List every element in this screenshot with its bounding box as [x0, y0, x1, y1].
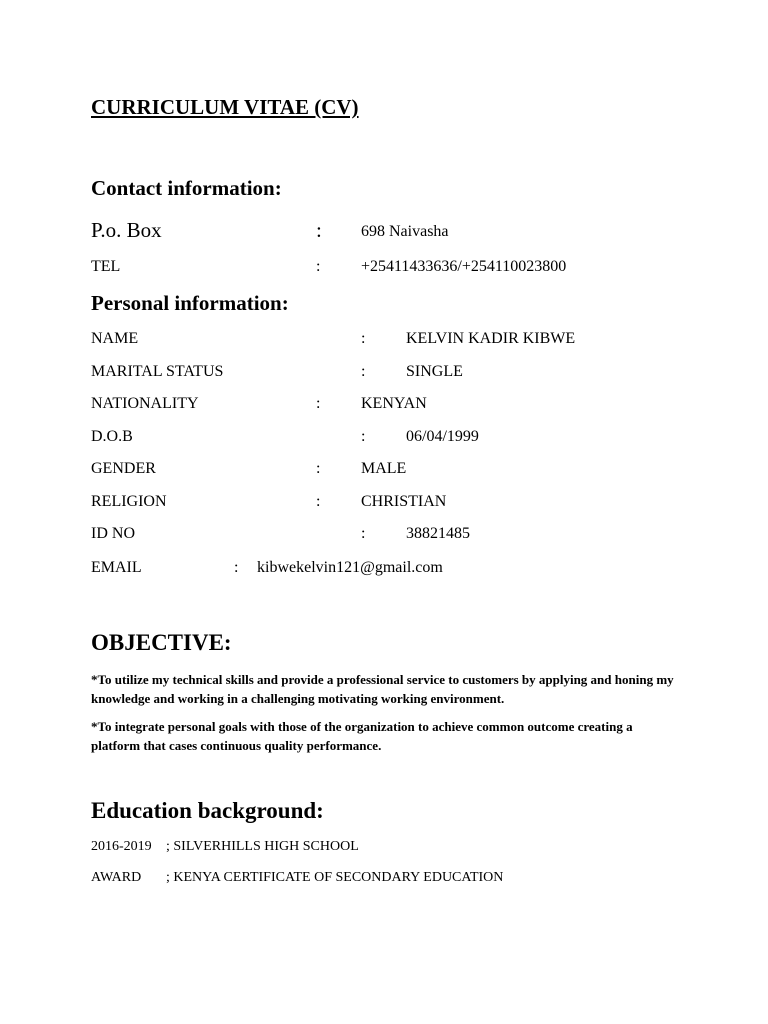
nationality-value: KENYAN	[361, 395, 427, 412]
religion-value: CHRISTIAN	[361, 493, 447, 510]
objective-paragraph-2: *To integrate personal goals with those of the organization to achieve common outcome creating a platform that cases continuous quality performance.	[91, 719, 633, 753]
tel-label: TEL	[91, 258, 121, 275]
pobox-value: 698 Naivasha	[361, 223, 449, 240]
award-value: ; KENYA CERTIFICATE OF SECONDARY EDUCATION	[166, 870, 504, 885]
education-heading: Education background:	[91, 798, 324, 823]
email-value: kibwekelvin121@gmail.com	[257, 559, 443, 576]
award-label: AWARD	[91, 870, 142, 885]
education-years: 2016-2019	[91, 839, 152, 854]
marital-status-separator: :	[361, 363, 366, 380]
nationality-label: NATIONALITY	[91, 395, 199, 412]
email-separator: :	[234, 559, 239, 576]
name-label: NAME	[91, 330, 139, 347]
pobox-label: P.o. Box	[91, 218, 162, 242]
dob-value: 06/04/1999	[406, 428, 479, 445]
tel-value: +25411433636/+254110023800	[361, 258, 567, 275]
gender-separator: :	[316, 460, 321, 477]
name-separator: :	[361, 330, 366, 347]
nationality-separator: :	[316, 395, 321, 412]
gender-value: MALE	[361, 460, 407, 477]
religion-label: RELIGION	[91, 493, 167, 510]
marital-status-label: MARITAL STATUS	[91, 363, 224, 380]
personal-heading: Personal information:	[91, 291, 289, 315]
objective-heading: OBJECTIVE:	[91, 630, 232, 655]
id-no-label: ID NO	[91, 525, 135, 542]
name-value: KELVIN KADIR KIBWE	[406, 330, 576, 347]
id-no-separator: :	[361, 525, 366, 542]
objective-paragraph-1: *To utilize my technical skills and provide a professional service to customers by applying and honing my knowledge and working in a challenging motivating working environment.	[91, 672, 674, 706]
tel-separator: :	[316, 258, 321, 275]
gender-label: GENDER	[91, 460, 156, 477]
marital-status-value: SINGLE	[406, 363, 463, 380]
contact-heading: Contact information:	[91, 176, 282, 200]
education-school: ; SILVERHILLS HIGH SCHOOL	[166, 839, 359, 854]
religion-separator: :	[316, 493, 321, 510]
id-no-value: 38821485	[406, 525, 470, 542]
dob-label: D.O.B	[91, 428, 133, 445]
pobox-separator: :	[316, 218, 322, 242]
dob-separator: :	[361, 428, 366, 445]
document-title: CURRICULUM VITAE (CV)	[91, 95, 359, 119]
email-label: EMAIL	[91, 559, 142, 576]
